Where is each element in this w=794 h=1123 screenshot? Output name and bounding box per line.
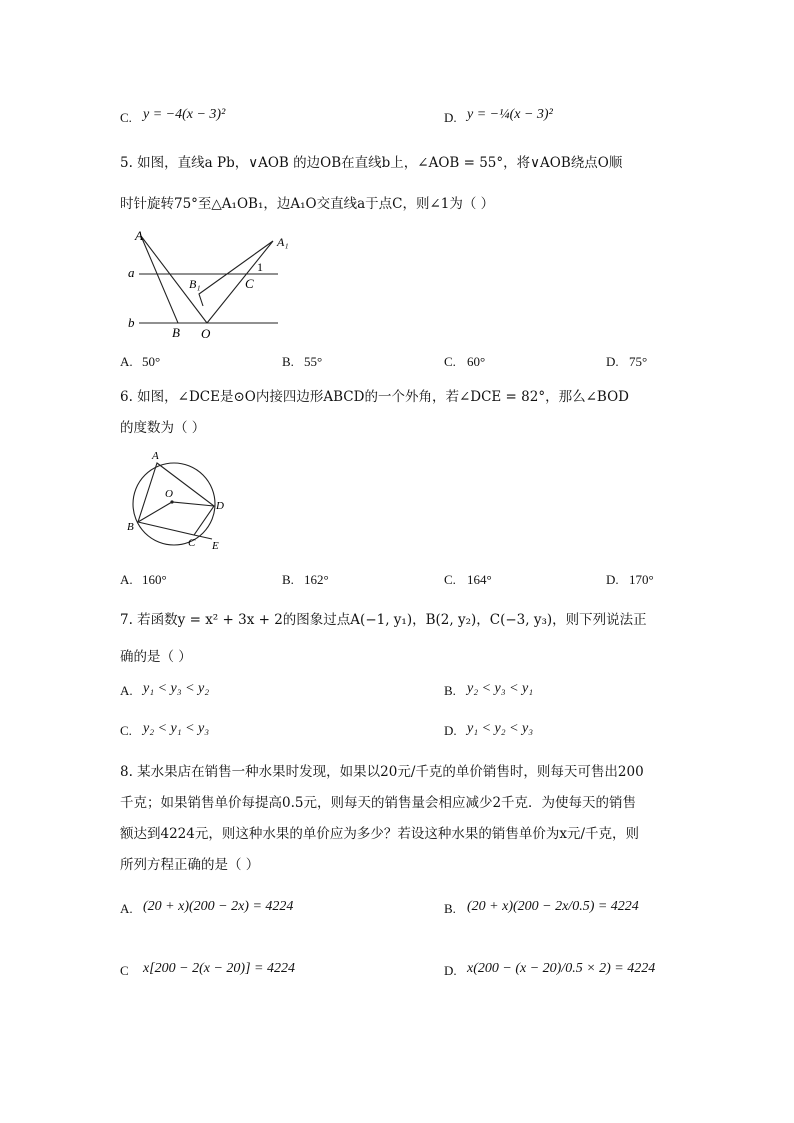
q8-option-a-label: A. <box>120 901 133 916</box>
q8-option-b-label: B. <box>444 901 456 916</box>
q4-option-d-label: D. <box>444 110 457 125</box>
q6-label-D: D <box>216 500 224 512</box>
q8-stem-line4: 所列方程正确的是（ ） <box>120 857 260 873</box>
q7-stem-line1: 7. 若函数y = x² + 3x + 2的图象过点A(−1, y₁)，B(2, y₂)，C(−3, y₃)，则下列说法正 <box>120 612 647 628</box>
q7-option-c-label: C. <box>120 723 132 738</box>
q5-option-a-value: 50° <box>142 354 161 369</box>
q4-option-d-expr: y = −¼(x − 3)² <box>467 107 553 122</box>
q5-label-C: C <box>245 276 254 291</box>
q5-label-B1: B₁ <box>189 277 201 291</box>
q6-label-A: A <box>152 450 159 462</box>
q5-label-B: B <box>172 325 180 340</box>
q4-option-c-expr: y = −4(x − 3)² <box>143 107 226 122</box>
q6-option-c-label: C. <box>444 572 456 587</box>
q6-label-B: B <box>127 521 134 533</box>
q8-option-d-label: D. <box>444 963 457 978</box>
q5-rotation-figure <box>125 228 300 343</box>
q8-option-c-label: C <box>120 963 129 978</box>
q5-option-b-label: B. <box>282 354 294 369</box>
q6-option-a-value: 160° <box>142 572 167 587</box>
q5-label-A: A <box>135 228 143 243</box>
q8-option-d-value: x(200 − (x − 20)/0.5 × 2) = 4224 <box>467 961 656 976</box>
q7-option-b-label: B. <box>444 683 456 698</box>
q6-option-a-label: A. <box>120 572 133 587</box>
q5-option-d-label: D. <box>606 354 619 369</box>
q6-label-O: O <box>165 488 173 500</box>
q8-stem-line1: 8. 某水果店在销售一种水果时发现，如果以20元/千克的单价销售时，则每天可售出200 <box>120 764 644 780</box>
q5-stem-line2: 时针旋转75°至△A₁OB₁，边A₁O交直线a于点C，则∠1为（ ） <box>120 196 495 212</box>
q5-option-a-label: A. <box>120 354 133 369</box>
q6-label-E: E <box>212 540 219 552</box>
q7-option-d-value: y₁ < y₂ < y₃ <box>467 721 534 736</box>
q5-option-d-value: 75° <box>629 354 648 369</box>
q7-option-b-value: y₂ < y₃ < y₁ <box>467 681 534 696</box>
q8-stem-line2: 千克；如果销售单价每提高0.5元，则每天的销售量会相应减少2千克．为使每天的销售 <box>120 795 637 811</box>
q7-option-c-value: y₂ < y₁ < y₃ <box>143 721 210 736</box>
q6-label-C: C <box>188 537 196 549</box>
q7-option-a-value: y₁ < y₃ < y₂ <box>143 681 210 696</box>
q5-option-c-label: C. <box>444 354 456 369</box>
q8-option-a-value: (20 + x)(200 − 2x) = 4224 <box>143 899 294 914</box>
q6-stem-line2: 的度数为（ ） <box>120 420 206 436</box>
q8-stem-line3: 额达到4224元，则这种水果的单价应为多少？若设这种水果的销售单价为x元/千克，则 <box>120 826 640 842</box>
q5-label-a: a <box>128 265 135 280</box>
q7-stem-line2: 确的是（ ） <box>120 649 192 665</box>
q5-label-O: O <box>201 326 211 341</box>
q8-option-b-value: (20 + x)(200 − 2x/0.5) = 4224 <box>467 899 639 914</box>
q6-stem-line1: 6. 如图，∠DCE是⊙O内接四边形ABCD的一个外角，若∠DCE = 82°，那么∠BOD <box>120 389 629 405</box>
q6-option-d-label: D. <box>606 572 619 587</box>
q5-label-b: b <box>128 315 135 330</box>
q7-option-a-label: A. <box>120 683 133 698</box>
q6-option-b-value: 162° <box>304 572 329 587</box>
q4-option-c-label: C. <box>120 110 132 125</box>
q5-stem-line1: 5. 如图，直线a Pb，∨AOB 的边OB在直线b上，∠AOB = 55°，将∨AOB绕点O顺 <box>120 155 623 171</box>
q6-option-c-value: 164° <box>467 572 492 587</box>
q8-option-c-value: x[200 − 2(x − 20)] = 4224 <box>143 961 295 976</box>
q6-option-d-value: 170° <box>629 572 654 587</box>
q7-option-d-label: D. <box>444 723 457 738</box>
q5-option-c-value: 60° <box>467 354 486 369</box>
q5-option-b-value: 55° <box>304 354 323 369</box>
q5-label-A1: A₁ <box>277 235 289 249</box>
q6-circle-figure <box>124 448 229 556</box>
q6-option-b-label: B. <box>282 572 294 587</box>
q5-label-1: 1 <box>257 260 263 274</box>
